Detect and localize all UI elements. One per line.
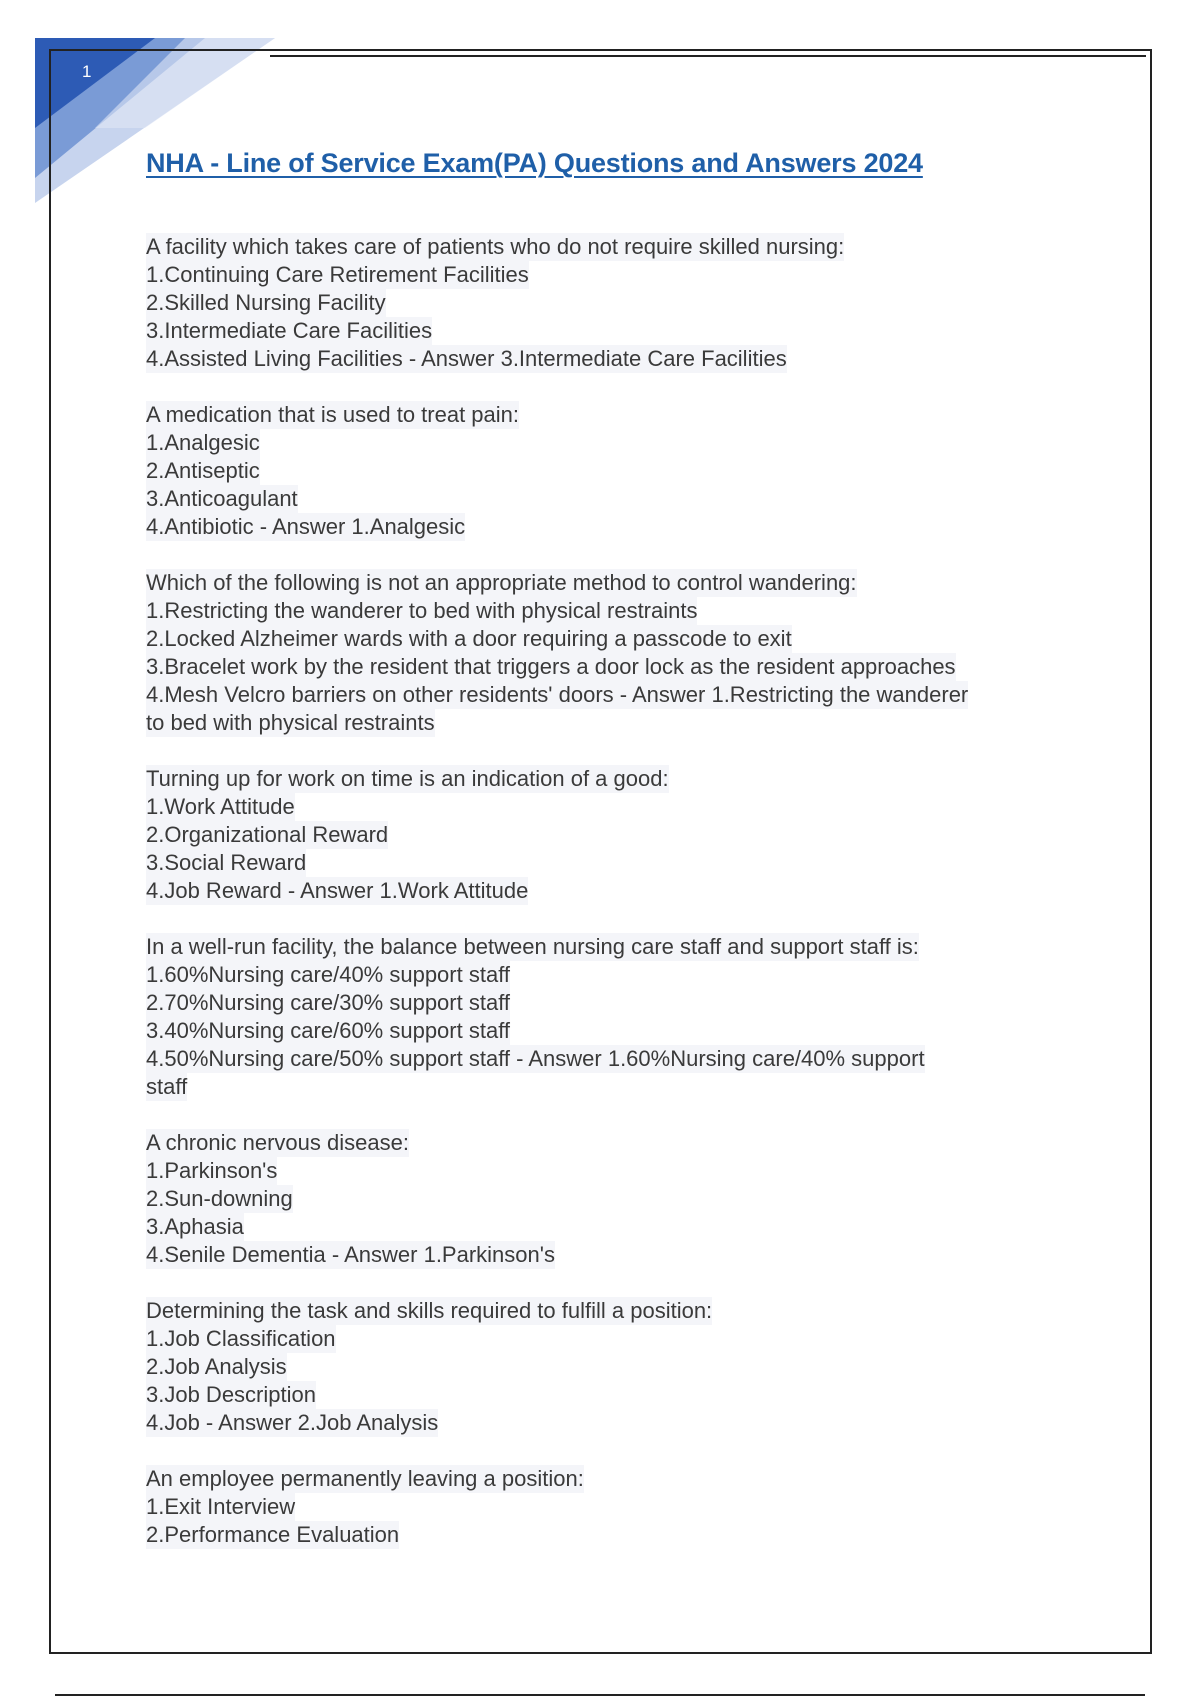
question-text: Which of the following is not an appropriate method to control wandering: — [146, 570, 857, 595]
option-text: 2.70%Nursing care/30% support staff — [146, 990, 511, 1015]
question-text: An employee permanently leaving a position: — [146, 1466, 584, 1491]
option-answer-text: 4.Job Reward - Answer 1.Work Attitude — [146, 878, 529, 903]
question-text: A facility which takes care of patients who do not require skilled nursing: — [146, 234, 845, 259]
option-text: 1.Work Attitude — [146, 794, 295, 819]
option-answer-text: 4.Mesh Velcro barriers on other residents' doors - Answer 1.Restricting the wanderer — [146, 682, 969, 707]
qa-block — [146, 569, 1066, 737]
option-text: 2.Sun-downing — [146, 1186, 293, 1211]
option-answer-text: 4.Antibiotic - Answer 1.Analgesic — [146, 514, 466, 539]
option-answer-text: 4.50%Nursing care/50% support staff - Answer 1.60%Nursing care/40% support — [146, 1046, 925, 1071]
footer-rule — [55, 1694, 1145, 1696]
qa-block — [146, 1297, 1066, 1437]
option-text: 2.Performance Evaluation — [146, 1522, 400, 1547]
option-text: 2.Skilled Nursing Facility — [146, 290, 386, 315]
option-answer-text: 4.Senile Dementia - Answer 1.Parkinson's — [146, 1242, 555, 1267]
question-text: Determining the task and skills required to fulfill a position: — [146, 1298, 713, 1323]
qa-content — [146, 233, 1066, 1577]
option-text: 2.Locked Alzheimer wards with a door requiring a passcode to exit — [146, 626, 792, 651]
option-text: 2.Organizational Reward — [146, 822, 389, 847]
question-text: In a well-run facility, the balance between nursing care staff and support staff is: — [146, 934, 919, 959]
qa-block — [146, 765, 1066, 905]
option-text: 1.60%Nursing care/40% support staff — [146, 962, 511, 987]
qa-block — [146, 1129, 1066, 1269]
question-text: A chronic nervous disease: — [146, 1130, 409, 1155]
question-text: Turning up for work on time is an indication of a good: — [146, 766, 669, 791]
option-answer-text: 4.Assisted Living Facilities - Answer 3.Intermediate Care Facilities — [146, 346, 787, 371]
qa-block — [146, 1465, 1066, 1549]
option-text: 2.Job Analysis — [146, 1354, 287, 1379]
option-text: 3.Bracelet work by the resident that triggers a door lock as the resident approaches — [146, 654, 956, 679]
question-text: A medication that is used to treat pain: — [146, 402, 520, 427]
option-text: 3.Social Reward — [146, 850, 307, 875]
option-text: 3.Job Description — [146, 1382, 316, 1407]
qa-block — [146, 233, 1066, 373]
option-text: 3.Intermediate Care Facilities — [146, 318, 433, 343]
option-text: 3.Anticoagulant — [146, 486, 298, 511]
option-text: 1.Job Classification — [146, 1326, 336, 1351]
page-number: 1 — [82, 62, 92, 81]
qa-block — [146, 401, 1066, 541]
document-title: NHA - Line of Service Exam(PA) Questions and Answers 2024 — [146, 148, 923, 178]
option-text: 2.Antiseptic — [146, 458, 260, 483]
option-text: 3.40%Nursing care/60% support staff — [146, 1018, 511, 1043]
option-answer-text: staff — [146, 1074, 188, 1099]
option-text: 1.Restricting the wanderer to bed with physical restraints — [146, 598, 698, 623]
option-text: 1.Continuing Care Retirement Facilities — [146, 262, 529, 287]
option-text: 3.Aphasia — [146, 1214, 244, 1239]
option-text: 1.Analgesic — [146, 430, 260, 455]
option-text: 1.Exit Interview — [146, 1494, 296, 1519]
qa-block — [146, 933, 1066, 1101]
option-answer-text: to bed with physical restraints — [146, 710, 435, 735]
option-text: 1.Parkinson's — [146, 1158, 278, 1183]
option-answer-text: 4.Job - Answer 2.Job Analysis — [146, 1410, 439, 1435]
